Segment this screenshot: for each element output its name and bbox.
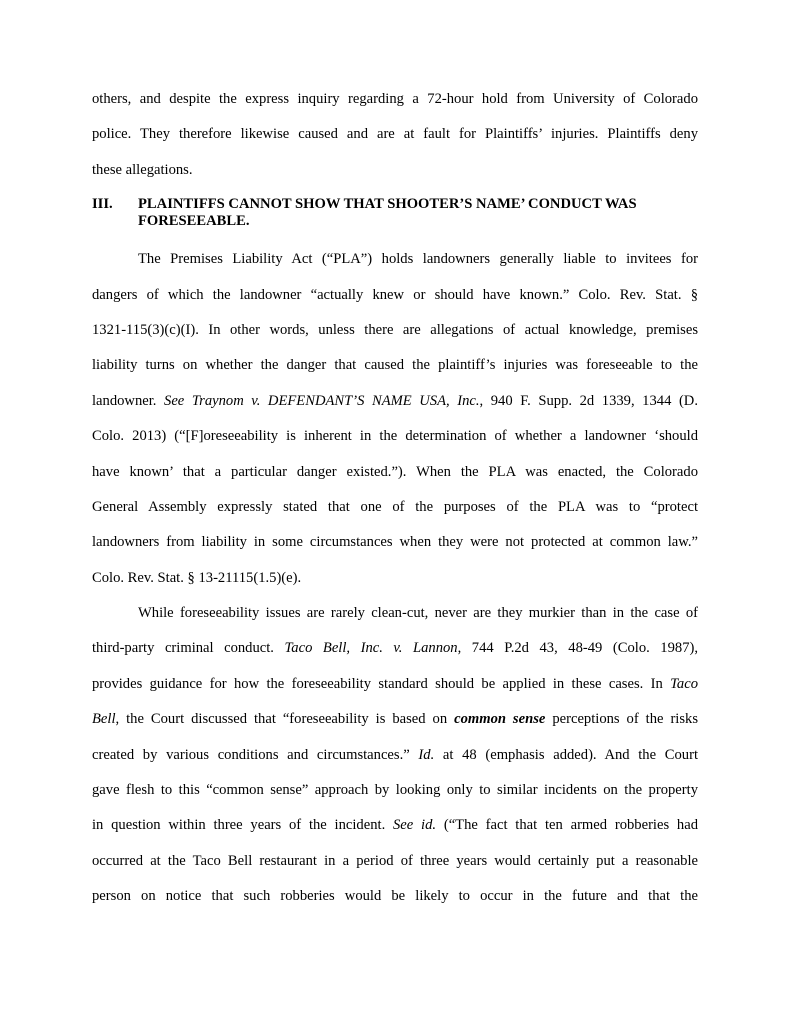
text-line: Colo. 2013) (“[F]oreseeability is inherent in the determination of whether a landowner ‘should xyxy=(92,428,698,445)
text-span: at 48 (emphasis added). And the Court xyxy=(434,746,699,763)
text-line xyxy=(92,389,698,424)
text-line xyxy=(92,813,698,848)
text-span: perceptions of the risks xyxy=(545,711,699,728)
text-line: occurred at the Taco Bell restaurant in a period of three years would certainly put a reasonable xyxy=(92,852,698,869)
text-line: 1321-115(3)(c)(I). In other words, unless there are allegations of actual knowledge, premises xyxy=(92,321,698,338)
text-span: landowner. xyxy=(92,392,165,409)
text-line: others, and despite the express inquiry regarding a 72-hour hold from University of Colorado xyxy=(92,91,698,107)
section-number: III. xyxy=(92,196,113,213)
section-heading xyxy=(92,196,698,236)
text-line: General Assembly expressly stated that one of the purposes of the PLA was to “protect xyxy=(92,498,698,515)
text-span: created by various conditions and circumstances.” xyxy=(92,746,419,763)
text-line xyxy=(92,672,698,707)
text-span: provides guidance for how the foreseeability standard should be applied in these cases. In xyxy=(92,675,671,692)
text-line: dangers of which the landowner “actually knew or should have known.” Colo. Rev. Stat. § xyxy=(92,286,698,303)
text-line: have known’ that a particular danger existed.”). When the PLA was enacted, the Colorado xyxy=(92,463,698,480)
case-citation: Taco xyxy=(670,675,698,692)
text-span: in question within three years of the incident. xyxy=(92,817,393,834)
paragraph-taco-bell xyxy=(92,601,698,920)
case-citation: See id. xyxy=(393,817,437,834)
text-span: , 744 P.2d 43, 48-49 (Colo. 1987), xyxy=(457,640,699,657)
text-line xyxy=(92,707,698,742)
paragraph-premises-liability xyxy=(92,247,698,601)
section-title xyxy=(138,196,698,230)
text-span: (“The fact that ten armed robberies had xyxy=(436,817,698,834)
case-citation: See Traynom v. DEFENDANT’S NAME USA, Inc. xyxy=(164,392,480,409)
text-line: gave flesh to this “common sense” approach by looking only to similar incidents on the property xyxy=(92,782,698,799)
case-citation: Bell xyxy=(92,711,116,728)
text-line: While foreseeability issues are rarely clean-cut, never are they murkier than in the case of xyxy=(138,605,698,622)
text-line xyxy=(92,636,698,671)
text-line: Colo. Rev. Stat. § 13-21115(1.5)(e). xyxy=(92,569,302,586)
text-span: , the Court discussed that “foreseeability is based on xyxy=(115,711,455,728)
emphasis-text: common sense xyxy=(454,711,546,728)
paragraph-continuation xyxy=(92,87,698,193)
text-line: person on notice that such robberies would be likely to occur in the future and that the xyxy=(92,888,698,905)
text-line: these allegations. xyxy=(92,161,193,178)
section-title-line: FORESEEABLE. xyxy=(138,213,250,230)
case-citation: Id. xyxy=(418,746,435,763)
document-page xyxy=(92,87,698,920)
text-line: police. They therefore likewise caused and are at fault for Plaintiffs’ injuries. Plaintiffs deny xyxy=(92,126,698,143)
text-line: landowners from liability in some circumstances when they were not protected at common law.” xyxy=(92,534,698,551)
text-line: liability turns on whether the danger that caused the plaintiff’s injuries was foreseeable to the xyxy=(92,357,698,374)
text-span: , 940 F. Supp. 2d 1339, 1344 (D. xyxy=(479,392,698,409)
text-span: third-party criminal conduct. xyxy=(92,640,285,657)
section-title-line: PLAINTIFFS CANNOT SHOW THAT SHOOTER’S NAME’ CONDUCT WAS xyxy=(138,196,637,213)
case-citation: Taco Bell, Inc. v. Lannon xyxy=(284,640,458,657)
text-line: The Premises Liability Act (“PLA”) holds landowners generally liable to invitees for xyxy=(138,251,698,268)
text-line xyxy=(92,743,698,778)
